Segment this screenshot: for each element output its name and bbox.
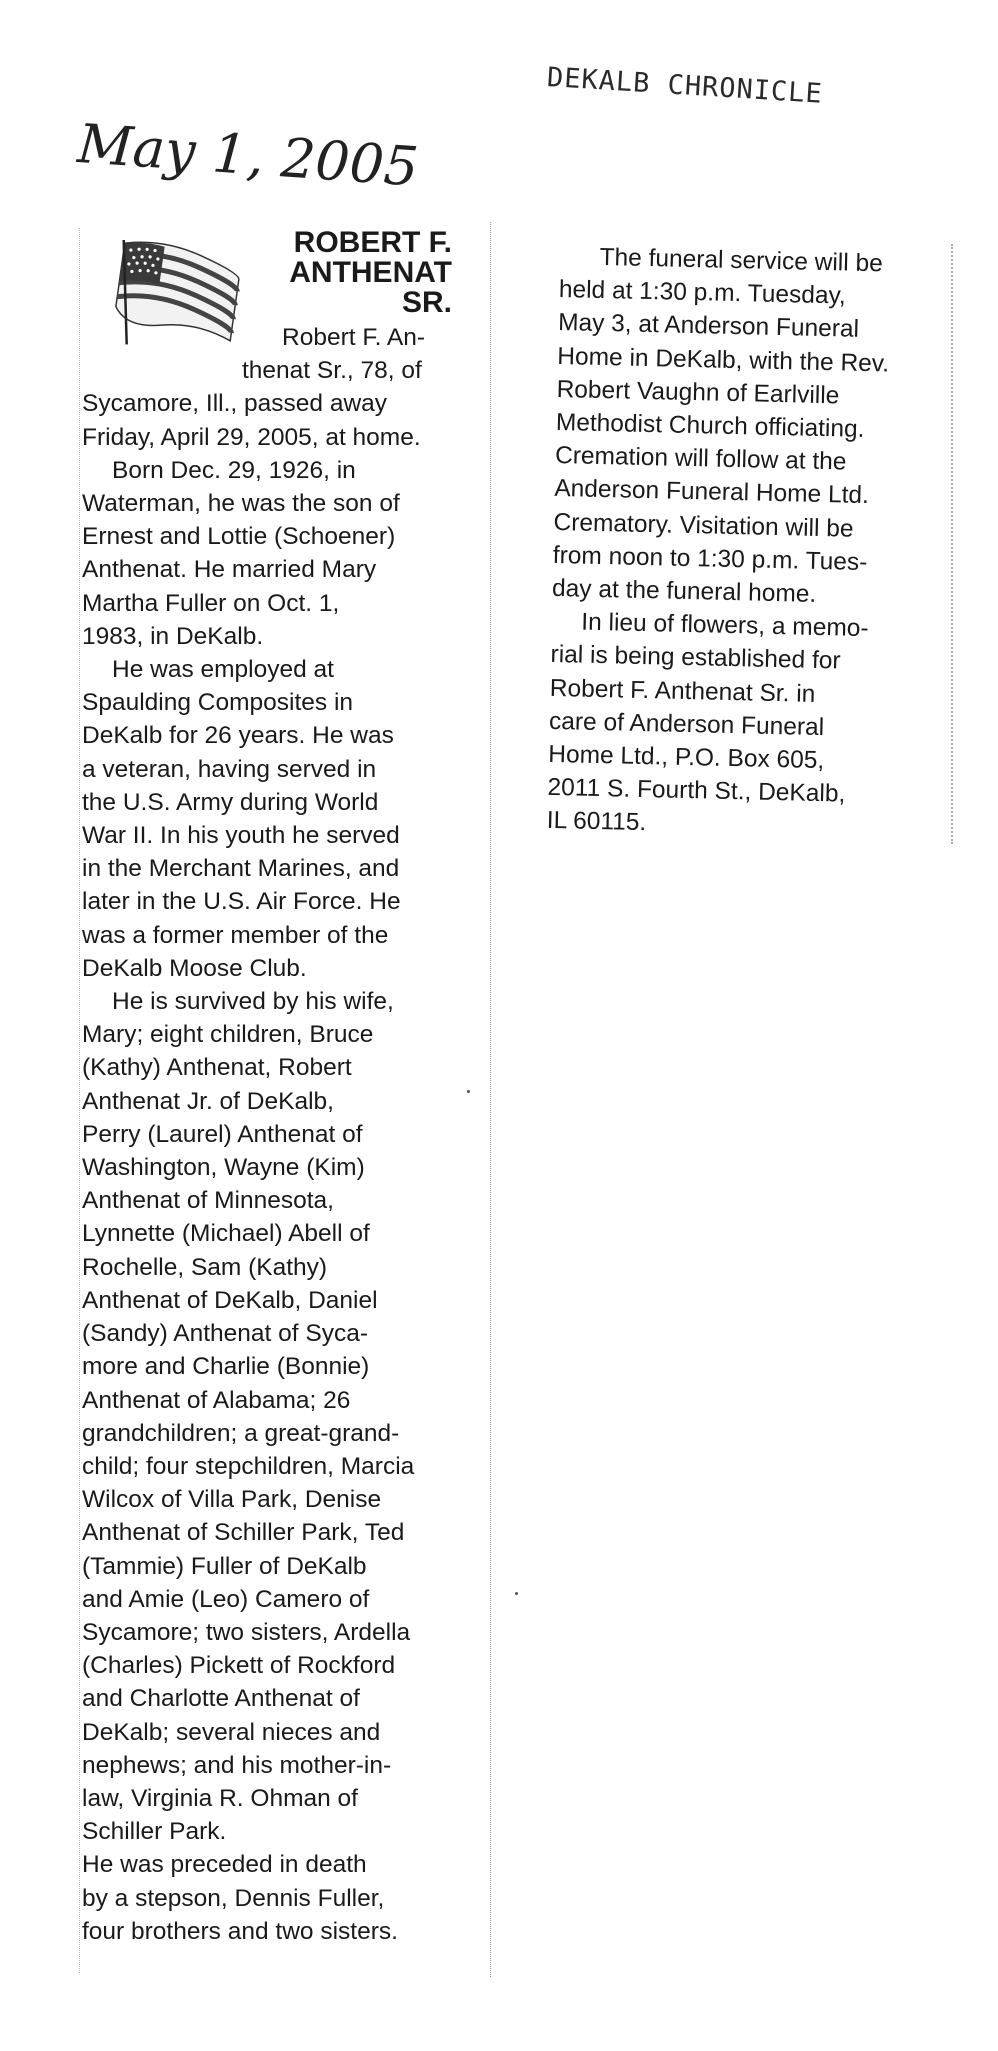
text-line: He was employed at bbox=[112, 656, 334, 684]
text-line: Anthenat. He married Mary bbox=[82, 556, 377, 584]
text-line: The funeral service will be bbox=[599, 243, 884, 278]
text-line: a veteran, having served in bbox=[82, 755, 377, 783]
text-line: Home in DeKalb, with the Rev. bbox=[557, 342, 890, 378]
text-line: law, Virginia R. Ohman of bbox=[82, 1784, 358, 1812]
text-line: He was preceded in death bbox=[82, 1851, 367, 1879]
text-line: Born Dec. 29, 1926, in bbox=[112, 456, 356, 484]
obituary-column-1 bbox=[82, 321, 477, 1948]
text-line: and Amie (Leo) Camero of bbox=[82, 1585, 370, 1613]
text-line: DeKalb; several nieces and bbox=[82, 1718, 381, 1746]
text-line: Crematory. Visitation will be bbox=[553, 508, 854, 543]
handwritten-date: May 1, 2005 bbox=[75, 112, 421, 199]
text-line: Friday, April 29, 2005, at home. bbox=[82, 423, 421, 451]
text-line: 2011 S. Fourth St., DeKalb, bbox=[547, 774, 846, 808]
text-line: rial is being established for bbox=[550, 641, 841, 675]
text-line: Anthenat of DeKalb, Daniel bbox=[82, 1286, 378, 1314]
text-line: Home Ltd., P.O. Box 605, bbox=[548, 740, 825, 775]
text-line: He is survived by his wife, bbox=[112, 988, 394, 1016]
newspaper-stamp: DEKALB CHRONICLE bbox=[546, 62, 824, 110]
text-line: Wilcox of Villa Park, Denise bbox=[82, 1486, 382, 1514]
text-line: and Charlotte Anthenat of bbox=[82, 1685, 360, 1713]
text-line: May 3, at Anderson Funeral bbox=[557, 309, 860, 344]
text-line: (Tammie) Fuller of DeKalb bbox=[82, 1552, 367, 1580]
text-line: by a stepson, Dennis Fuller, bbox=[82, 1884, 385, 1912]
text-line: War II. In his youth he served bbox=[82, 822, 400, 850]
text-line: Mary; eight children, Bruce bbox=[82, 1021, 374, 1049]
text-line: care of Anderson Funeral bbox=[548, 707, 825, 741]
text-line: Sycamore, Ill., passed away bbox=[82, 390, 388, 418]
print-speck bbox=[515, 1592, 518, 1595]
text-line: 1983, in DeKalb. bbox=[82, 622, 264, 650]
text-line: In lieu of flowers, a memo- bbox=[581, 608, 869, 643]
text-line: thenat Sr., 78, of bbox=[242, 357, 422, 385]
text-line: later in the U.S. Air Force. He bbox=[82, 888, 401, 916]
text-line: Sycamore; two sisters, Ardella bbox=[82, 1618, 411, 1646]
text-line: Rochelle, Sam (Kathy) bbox=[82, 1253, 328, 1281]
print-speck bbox=[467, 1090, 470, 1093]
text-line: grandchildren; a great-grand- bbox=[82, 1419, 400, 1447]
text-line: DeKalb for 26 years. He was bbox=[82, 722, 394, 750]
text-line: DeKalb Moose Club. bbox=[82, 954, 307, 982]
headline-line: SR. bbox=[401, 286, 452, 319]
text-line: (Sandy) Anthenat of Syca- bbox=[82, 1320, 368, 1348]
text-line: day at the funeral home. bbox=[551, 574, 817, 608]
headline-line: ANTHENAT bbox=[289, 256, 452, 289]
headline-line: ROBERT F. bbox=[293, 226, 452, 259]
text-line: more and Charlie (Bonnie) bbox=[82, 1353, 370, 1381]
text-line: Anthenat of Alabama; 26 bbox=[82, 1386, 351, 1414]
text-line: Anthenat Jr. of DeKalb, bbox=[82, 1087, 334, 1115]
text-line: in the Merchant Marines, and bbox=[82, 855, 400, 883]
text-line: Anthenat of Minnesota, bbox=[82, 1187, 334, 1215]
text-line: from noon to 1:30 p.m. Tues- bbox=[552, 541, 868, 576]
text-line: nephews; and his mother-in- bbox=[82, 1751, 392, 1779]
obituary-headline bbox=[255, 228, 452, 318]
text-line: IL 60115. bbox=[546, 807, 647, 837]
text-line: Lynnette (Michael) Abell of bbox=[82, 1220, 370, 1248]
text-line: four brothers and two sisters. bbox=[82, 1917, 398, 1945]
text-line: Martha Fuller on Oct. 1, bbox=[82, 589, 340, 617]
text-line: (Kathy) Anthenat, Robert bbox=[82, 1054, 352, 1082]
text-line: the U.S. Army during World bbox=[82, 788, 379, 816]
text-line: Washington, Wayne (Kim) bbox=[82, 1154, 365, 1182]
text-line: held at 1:30 p.m. Tuesday, bbox=[558, 276, 847, 310]
text-line: Schiller Park. bbox=[82, 1818, 227, 1846]
text-line: Anderson Funeral Home Ltd. bbox=[554, 475, 870, 510]
text-line: child; four stepchildren, Marcia bbox=[82, 1452, 415, 1480]
text-line: Cremation will follow at the bbox=[554, 442, 847, 476]
text-line: Ernest and Lottie (Schoener) bbox=[82, 523, 396, 551]
text-line: Perry (Laurel) Anthenat of bbox=[82, 1120, 363, 1148]
text-line: Robert F. Anthenat Sr. in bbox=[549, 674, 816, 708]
text-line: (Charles) Pickett of Rockford bbox=[82, 1652, 396, 1680]
text-line: was a former member of the bbox=[82, 921, 389, 949]
text-line: Robert F. An- bbox=[282, 324, 425, 351]
clipping-right-edge bbox=[490, 222, 492, 1977]
text-line: Methodist Church officiating. bbox=[555, 408, 865, 443]
clipping-left-edge bbox=[79, 228, 81, 1973]
text-line: Waterman, he was the son of bbox=[82, 490, 400, 518]
text-line: Anthenat of Schiller Park, Ted bbox=[82, 1519, 405, 1547]
text-line: Robert Vaughn of Earlville bbox=[556, 375, 840, 410]
obituary-column-2 bbox=[546, 240, 954, 846]
text-line: Spaulding Composites in bbox=[82, 689, 354, 717]
